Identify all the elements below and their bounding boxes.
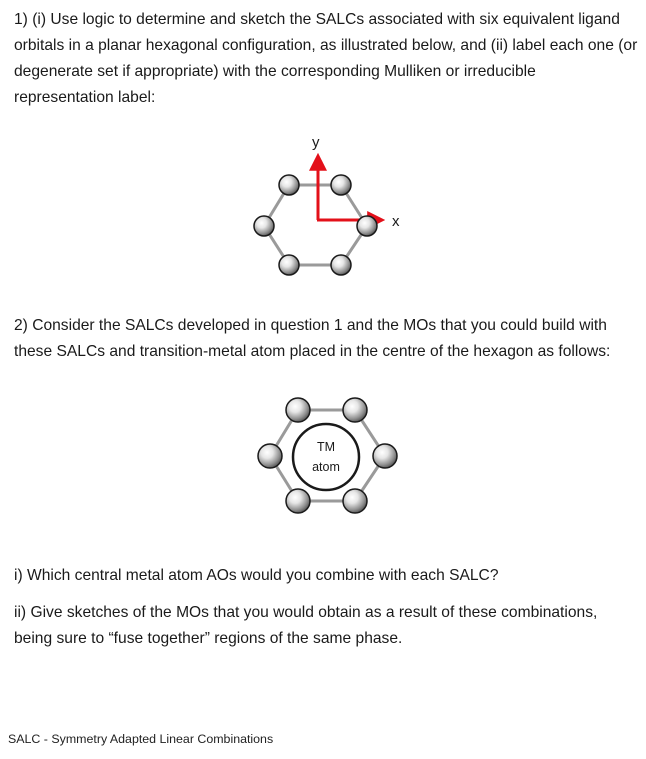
x-axis-label: x	[392, 213, 400, 230]
tm-atom-circle	[293, 424, 359, 490]
ligand-ball	[343, 489, 367, 513]
ligand-ball	[373, 444, 397, 468]
ligand-ball	[343, 398, 367, 422]
ligand-ball	[258, 444, 282, 468]
y-axis-label: y	[312, 134, 320, 151]
hexagon-bonds	[264, 185, 367, 265]
ligand-ball	[254, 216, 274, 236]
ligand-ball	[331, 255, 351, 275]
ligand-ball	[331, 175, 351, 195]
ligand-ball	[286, 489, 310, 513]
question-2i-text: i) Which central metal atom AOs would you combine with each SALC?	[14, 567, 499, 584]
tm-label: TM	[316, 440, 336, 454]
ligand-ball	[286, 398, 310, 422]
question-1-text: 1) (i) Use logic to determine and sketch the SALCs associated with six equivalent ligand orbitals in a planar hexagonal configuration, as illustrated below, and (ii) label each one (or degenerate set if appropriate) with the corresponding Mulliken or irreducible representation label:	[14, 11, 638, 106]
question-2-text: 2) Consider the SALCs developed in question 1 and the MOs that you could build with these SALCs and transition-metal atom placed in the centre of the hexagon as follows:	[14, 317, 611, 360]
hexagon-tm-diagram	[0, 380, 646, 550]
ligand-orbitals	[254, 175, 377, 275]
atom-label: atom	[312, 460, 340, 474]
ligand-ball	[357, 216, 377, 236]
question-2ii-text: ii) Give sketches of the MOs that you would obtain as a result of these combinations, being sure to “fuse together” regions of the same phase.	[14, 604, 598, 647]
hexagon-ligand-diagram	[0, 0, 646, 300]
footnote: SALC - Symmetry Adapted Linear Combinations	[8, 732, 274, 746]
ligand-ball	[279, 175, 299, 195]
ligand-ball	[279, 255, 299, 275]
